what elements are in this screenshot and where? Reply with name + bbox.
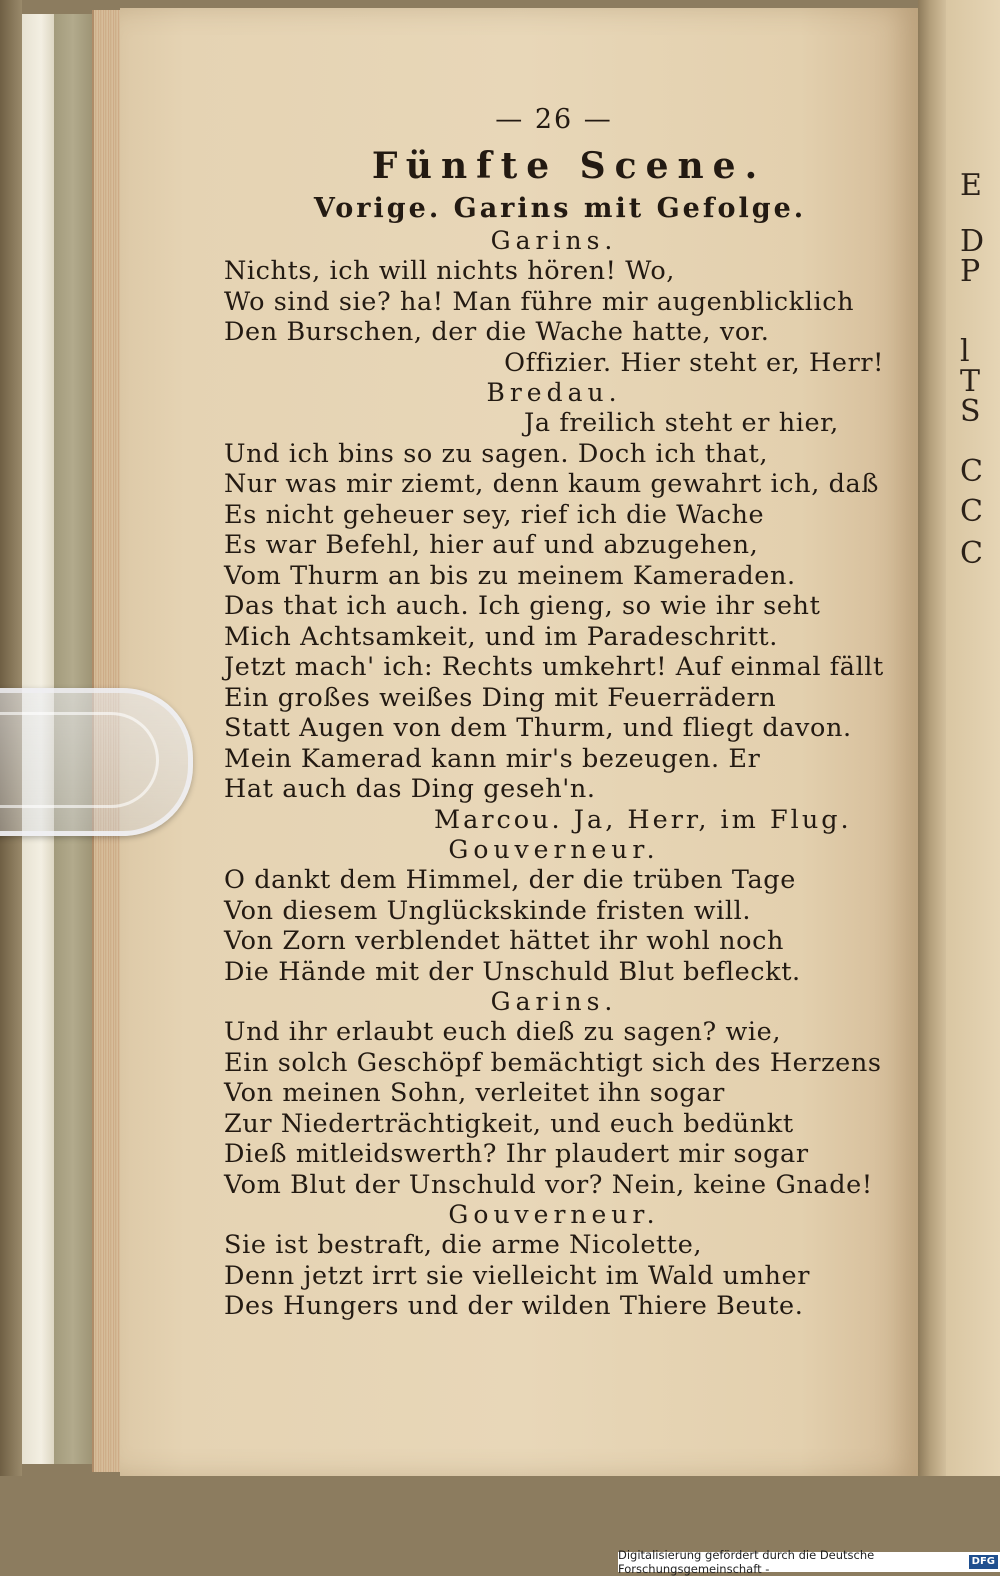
verse-line: Und ich bins so zu sagen. Doch ich that, [224,438,769,469]
scene-title: Fünfte Scene. [371,145,767,187]
dfg-logo: DFG [969,1555,998,1569]
speaker-gouverneur: Gouverneur. [448,1200,660,1229]
right-page-glyph: P [960,254,981,289]
funding-footer [618,1548,1000,1576]
verse-line: Mein Kamerad kann mir's bezeugen. Er [224,743,761,774]
verse-line: Die Hände mit der Unschuld Blut befleckt. [224,956,801,987]
right-page-glyph: l [960,334,970,369]
book-gutter [918,0,948,1480]
speaker-garins: Garins. [490,226,618,255]
right-page-glyph: D [960,224,985,259]
verse-line: Und ihr erlaubt euch dieß zu sagen? wie, [224,1017,782,1047]
verse-line: Dieß mitleidswerth? Ihr plaudert mir sogar [224,1139,809,1169]
verse-line: Wo sind sie? ha! Man führe mir augenblicklich [224,286,855,317]
verse-line: Das that ich auch. Ich gieng, so wie ihr seht [224,591,821,621]
verse-line: O dankt dem Himmel, der die trüben Tage [224,865,796,895]
speech-marcou: Marcou. Ja, Herr, im Flug. [434,804,852,835]
verse-line: Es nicht geheuer sey, rief ich die Wache [224,499,765,530]
speaker-gouverneur: Gouverneur. [448,835,660,864]
right-page-glyph: E [960,168,982,203]
footer-text: Digitalisierung gefördert durch die Deutsche Forschungsgemeinschaft - [618,1548,875,1576]
right-page-glyph: C [960,536,983,571]
persons-line: Vorige. Garins mit Gefolge. [313,193,807,224]
verse-line: Von meinen Sohn, verleitet ihn sogar [224,1078,725,1108]
verse-line: Sie ist bestraft, die arme Nicolette, [224,1230,703,1260]
verse-line: Des Hungers und der wilden Thiere Beute. [224,1291,804,1321]
verse-line: Hat auch das Ding geseh'n. [224,774,596,804]
verse-line: Mich Achtsamkeit, und im Paradeschritt. [224,621,778,652]
verse-line: Nichts, ich will nichts hören! Wo, [224,256,675,286]
right-page-glyph: C [960,454,983,489]
right-page-fragment [946,0,1000,1480]
page-number: — 26 — [495,104,613,135]
verse-line: Ja freilich steht er hier, [524,408,839,438]
verse-line: Vom Thurm an bis zu meinem Kameraden. [224,560,796,591]
verse-line: Zur Niederträchtigkeit, und euch bedünkt [224,1108,794,1139]
verse-line: Den Burschen, der die Wache hatte, vor. [224,317,770,347]
verse-line: Es war Befehl, hier auf und abzugehen, [224,530,759,560]
verse-line: Vom Blut der Unschuld vor? Nein, keine Gnade! [224,1169,873,1200]
right-page-glyph: C [960,494,983,529]
bookmark-clip-inner [0,712,159,808]
right-page-glyph: S [960,394,981,429]
verse-line: Von Zorn verblendet hättet ihr wohl noch [224,926,784,956]
speech-offizier: Offizier. Hier steht er, Herr! [504,347,884,378]
right-page-glyph: T [960,364,981,399]
verse-line: Jetzt mach' ich: Rechts umkehrt! Auf einmal fällt [224,652,884,682]
verse-line: Denn jetzt irrt sie vielleicht im Wald umher [224,1260,811,1291]
verse-line: Von diesem Unglückskinde fristen will. [224,895,752,926]
speaker-bredau: Bredau. [486,378,622,407]
verse-line: Nur was mir ziemt, denn kaum gewahrt ich, daß [224,469,879,499]
speaker-garins: Garins. [490,987,618,1016]
verse-line: Statt Augen von dem Thurm, und fliegt davon. [224,713,852,743]
verse-line: Ein solch Geschöpf bemächtigt sich des Herzens [224,1047,882,1078]
page-text [224,100,884,1322]
verse-line: Ein großes weißes Ding mit Feuerrädern [224,682,777,713]
